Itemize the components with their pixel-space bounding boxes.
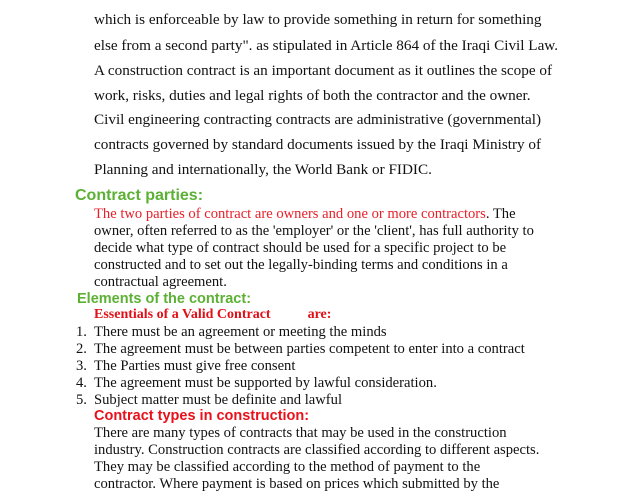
element-item-5: [76, 392, 343, 409]
element-item-text: The Parties must give free consent: [94, 358, 296, 374]
essentials-subheading-right: are:: [307, 307, 332, 322]
element-item-3: [76, 358, 296, 375]
element-item-number: 5.: [76, 392, 87, 408]
contract-parties-line-3: constructed and to set out the legally-binding terms and conditions in a: [94, 257, 508, 273]
element-item-number: 1.: [76, 324, 87, 340]
contract-types-heading: Contract types in construction:: [94, 408, 310, 424]
element-item-text: There must be an agreement or meeting the minds: [94, 324, 387, 340]
intro-line-1: which is enforceable by law to provide something in return for something: [94, 11, 542, 28]
element-item-number: 4.: [76, 375, 87, 391]
contract-parties-line-0-rest: . The: [485, 206, 516, 222]
contract-parties-line-4: contractual agreement.: [94, 274, 227, 290]
intro-line-6: contracts governed by standard documents issued by the Iraqi Ministry of: [94, 136, 542, 153]
essentials-subheading: [94, 307, 331, 323]
contract-parties-line-2: decide what type of contract should be used for a specific project to be: [94, 240, 507, 256]
element-item-2: [76, 341, 525, 358]
element-item-number: 2.: [76, 341, 87, 357]
contract-types-line-2: They may be classified according to the method of payment to the: [94, 459, 481, 475]
element-item-1: [76, 324, 387, 341]
contract-types-line-3: contractor. Where payment is based on prices which submitted by the: [94, 476, 500, 492]
intro-line-3: A construction contract is an important document as it outlines the scope of: [94, 62, 553, 79]
element-item-text: Subject matter must be definite and lawful: [94, 392, 343, 408]
intro-line-4: work, risks, duties and legal rights of both the contractor and the owner.: [94, 87, 531, 104]
essentials-subheading-left: Essentials of a Valid Contract: [94, 307, 271, 322]
intro-line-5: Civil engineering contracting contracts are administrative (governmental): [94, 111, 542, 128]
contract-parties-line-1: owner, often referred to as the 'employer' or the 'client', has full authority to: [94, 223, 534, 239]
intro-line-2: else from a second party". as stipulated in Article 864 of the Iraqi Civil Law.: [94, 37, 559, 54]
element-item-text: The agreement must be supported by lawful consideration.: [94, 375, 437, 391]
intro-line-7: Planning and internationally, the World Bank or FIDIC.: [94, 161, 432, 178]
element-item-4: [76, 375, 437, 392]
element-item-text: The agreement must be between parties competent to enter into a contract: [94, 341, 525, 357]
contract-parties-line-0: [94, 206, 516, 223]
contract-types-line-1: industry. Construction contracts are classified according to different aspects.: [94, 442, 540, 458]
contract-types-line-0: There are many types of contracts that may be used in the construction: [94, 425, 507, 441]
elements-heading: Elements of the contract:: [77, 291, 252, 307]
element-item-number: 3.: [76, 358, 87, 374]
contract-parties-heading: Contract parties:: [75, 187, 204, 204]
contract-parties-highlight: The two parties of contract are owners and one or more contractors: [94, 206, 486, 222]
